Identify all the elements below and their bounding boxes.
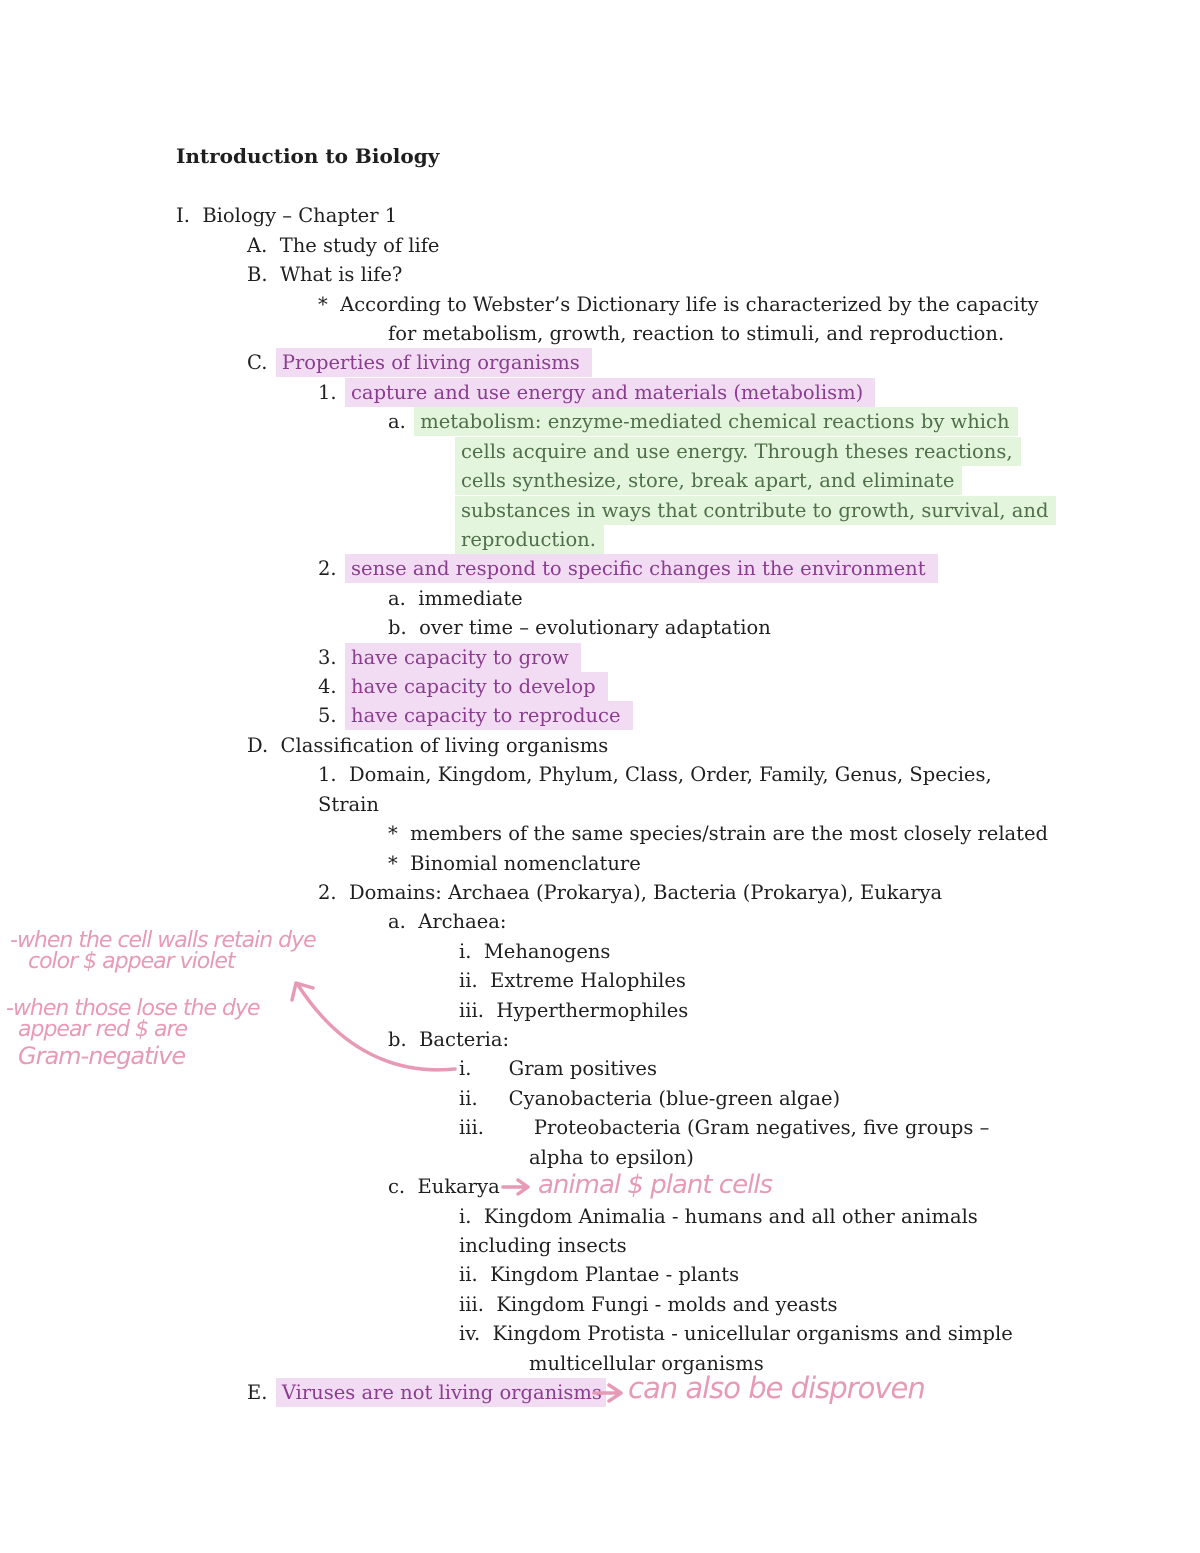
outline-marker: B. xyxy=(247,263,268,286)
outline-marker: i. xyxy=(459,1205,472,1228)
outline-item-I xyxy=(176,201,397,230)
definition-note-line xyxy=(318,290,1039,319)
outline-text: Bacteria: xyxy=(419,1028,510,1051)
outline-item-D2c-i xyxy=(459,1202,978,1231)
highlighted-text: sense and respond to specific changes in the environment xyxy=(345,554,938,583)
outline-item-C2a xyxy=(388,584,523,613)
outline-text: Hyperthermophiles xyxy=(496,999,689,1022)
outline-item-D2 xyxy=(318,878,942,907)
handwritten-note-gram-positive xyxy=(10,928,316,974)
outline-marker: a. xyxy=(388,910,406,933)
highlighted-text: substances in ways that contribute to growth, survival, and xyxy=(455,496,1056,525)
outline-marker: 2. xyxy=(318,557,337,580)
outline-continuation: alpha to epsilon) xyxy=(529,1146,694,1169)
highlighted-text: have capacity to grow xyxy=(345,643,581,672)
outline-marker: iii. xyxy=(459,999,484,1022)
bullet-asterisk: * xyxy=(388,822,398,845)
highlighted-line xyxy=(459,496,1056,525)
outline-item-D2a xyxy=(388,907,506,936)
outline-text: What is life? xyxy=(279,263,403,286)
outline-marker: ii. xyxy=(459,1087,478,1110)
outline-text: Kingdom Animalia - humans and all other animals xyxy=(483,1205,978,1228)
outline-item-D2a-iii xyxy=(459,996,688,1025)
highlighted-line xyxy=(459,437,1021,466)
highlighted-text: have capacity to develop xyxy=(345,672,608,701)
outline-item-D2b-i xyxy=(459,1054,657,1083)
outline-marker: a. xyxy=(388,587,406,610)
outline-item-E xyxy=(247,1378,606,1407)
outline-text: Biology – Chapter 1 xyxy=(202,204,398,227)
outline-item-C2 xyxy=(318,554,938,583)
outline-note xyxy=(388,849,641,878)
outline-marker: i. xyxy=(459,940,472,963)
outline-marker: a. xyxy=(388,410,406,433)
handwritten-line: Gram-negative xyxy=(18,1042,186,1070)
outline-text: Archaea: xyxy=(418,910,507,933)
outline-marker: 3. xyxy=(318,646,337,669)
outline-marker: ii. xyxy=(459,1263,478,1286)
outline-text: Kingdom Fungi - molds and yeasts xyxy=(496,1293,838,1316)
handwritten-line: -when those lose the dye xyxy=(6,996,260,1021)
outline-text: Domains: Archaea (Prokarya), Bacteria (Prokarya), Eukarya xyxy=(349,881,943,904)
outline-item-B xyxy=(247,260,402,289)
outline-marker: iii. xyxy=(459,1293,484,1316)
outline-item-D2b-ii xyxy=(459,1084,840,1113)
outline-item-C xyxy=(247,348,592,377)
definition-note-continuation: for metabolism, growth, reaction to stimuli, and reproduction. xyxy=(388,322,1005,345)
outline-marker: 2. xyxy=(318,881,337,904)
highlighted-line xyxy=(459,525,604,554)
outline-text: Gram positives xyxy=(508,1057,657,1080)
outline-item-C4 xyxy=(318,672,608,701)
outline-marker: b. xyxy=(388,1028,407,1051)
outline-item-C1 xyxy=(318,378,875,407)
outline-marker: iii. xyxy=(459,1116,484,1139)
outline-item-C3 xyxy=(318,643,581,672)
outline-marker: 1. xyxy=(318,381,337,404)
handwritten-line: color $ appear violet xyxy=(28,949,235,974)
outline-text: The study of life xyxy=(279,234,440,257)
outline-text: Kingdom Plantae - plants xyxy=(490,1263,740,1286)
outline-marker: ii. xyxy=(459,969,478,992)
outline-marker: 4. xyxy=(318,675,337,698)
outline-item-D2c-iii xyxy=(459,1290,838,1319)
highlighted-text: Properties of living organisms xyxy=(276,348,592,377)
outline-item-D2c xyxy=(388,1172,500,1201)
outline-item-A xyxy=(247,231,439,260)
handwritten-line: appear red $ are xyxy=(18,1017,188,1042)
outline-text: According to Webster’s Dictionary life is characterized by the capacity xyxy=(340,293,1039,316)
outline-note xyxy=(388,819,1048,848)
outline-item-D2c-iv xyxy=(459,1319,1013,1348)
outline-item-D2c-ii xyxy=(459,1260,739,1289)
highlighted-text: metabolism: enzyme-mediated chemical reactions by which xyxy=(414,407,1017,436)
outline-text: immediate xyxy=(418,587,523,610)
arrow-right-icon xyxy=(503,1180,528,1194)
outline-text: Eukarya xyxy=(417,1175,500,1198)
outline-item-C2b xyxy=(388,613,771,642)
outline-continuation: multicellular organisms xyxy=(529,1352,764,1375)
handwritten-note-viruses: can also be disproven xyxy=(628,1371,925,1405)
outline-item-C5 xyxy=(318,701,633,730)
outline-text: over time – evolutionary adaptation xyxy=(419,616,771,639)
bullet-asterisk: * xyxy=(318,293,328,316)
highlighted-text: reproduction. xyxy=(455,525,604,554)
bullet-asterisk: * xyxy=(388,852,398,875)
outline-item-D2a-i xyxy=(459,937,610,966)
outline-marker: i. xyxy=(459,1057,472,1080)
outline-text: Classification of living organisms xyxy=(280,734,609,757)
outline-continuation: including insects xyxy=(459,1234,627,1257)
handwritten-line: -when the cell walls retain dye xyxy=(10,928,316,953)
outline-marker: D. xyxy=(247,734,269,757)
outline-item-C1a xyxy=(388,407,1018,436)
highlighted-text: have capacity to reproduce xyxy=(345,701,633,730)
outline-marker: C. xyxy=(247,351,268,374)
outline-marker: iv. xyxy=(459,1322,481,1345)
highlighted-text: cells acquire and use energy. Through theses reactions, xyxy=(455,437,1021,466)
outline-item-D2b-iii xyxy=(459,1113,989,1142)
outline-text: Cyanobacteria (blue-green algae) xyxy=(508,1087,841,1110)
outline-text: Binomial nomenclature xyxy=(410,852,641,875)
outline-item-D2a-ii xyxy=(459,966,686,995)
highlighted-text: Viruses are not living organisms xyxy=(276,1378,606,1407)
outline-marker: 5. xyxy=(318,704,337,727)
outline-marker: c. xyxy=(388,1175,406,1198)
outline-text: Domain, Kingdom, Phylum, Class, Order, Family, Genus, Species, xyxy=(349,763,992,786)
outline-marker: A. xyxy=(247,234,268,257)
outline-text: Kingdom Protista - unicellular organisms and simple xyxy=(492,1322,1013,1345)
arrowhead-icon xyxy=(292,983,313,1000)
highlighted-line xyxy=(459,466,962,495)
outline-text: Mehanogens xyxy=(483,940,611,963)
outline-continuation: Strain xyxy=(318,793,379,816)
outline-text: members of the same species/strain are the most closely related xyxy=(410,822,1049,845)
outline-marker: b. xyxy=(388,616,407,639)
outline-text: Proteobacteria (Gram negatives, five groups – xyxy=(533,1116,990,1139)
outline-item-D1 xyxy=(318,760,992,789)
outline-marker: 1. xyxy=(318,763,337,786)
handwritten-note-gram-negative xyxy=(6,996,260,1070)
document-title: Introduction to Biology xyxy=(176,144,440,168)
outline-item-D2b xyxy=(388,1025,509,1054)
handwritten-note-eukarya: animal $ plant cells xyxy=(538,1170,773,1200)
highlighted-text: capture and use energy and materials (metabolism) xyxy=(345,378,875,407)
outline-text: Extreme Halophiles xyxy=(490,969,686,992)
outline-marker: I. xyxy=(176,204,190,227)
highlighted-text: cells synthesize, store, break apart, and eliminate xyxy=(455,466,962,495)
outline-marker: E. xyxy=(247,1381,268,1404)
outline-item-D xyxy=(247,731,608,760)
